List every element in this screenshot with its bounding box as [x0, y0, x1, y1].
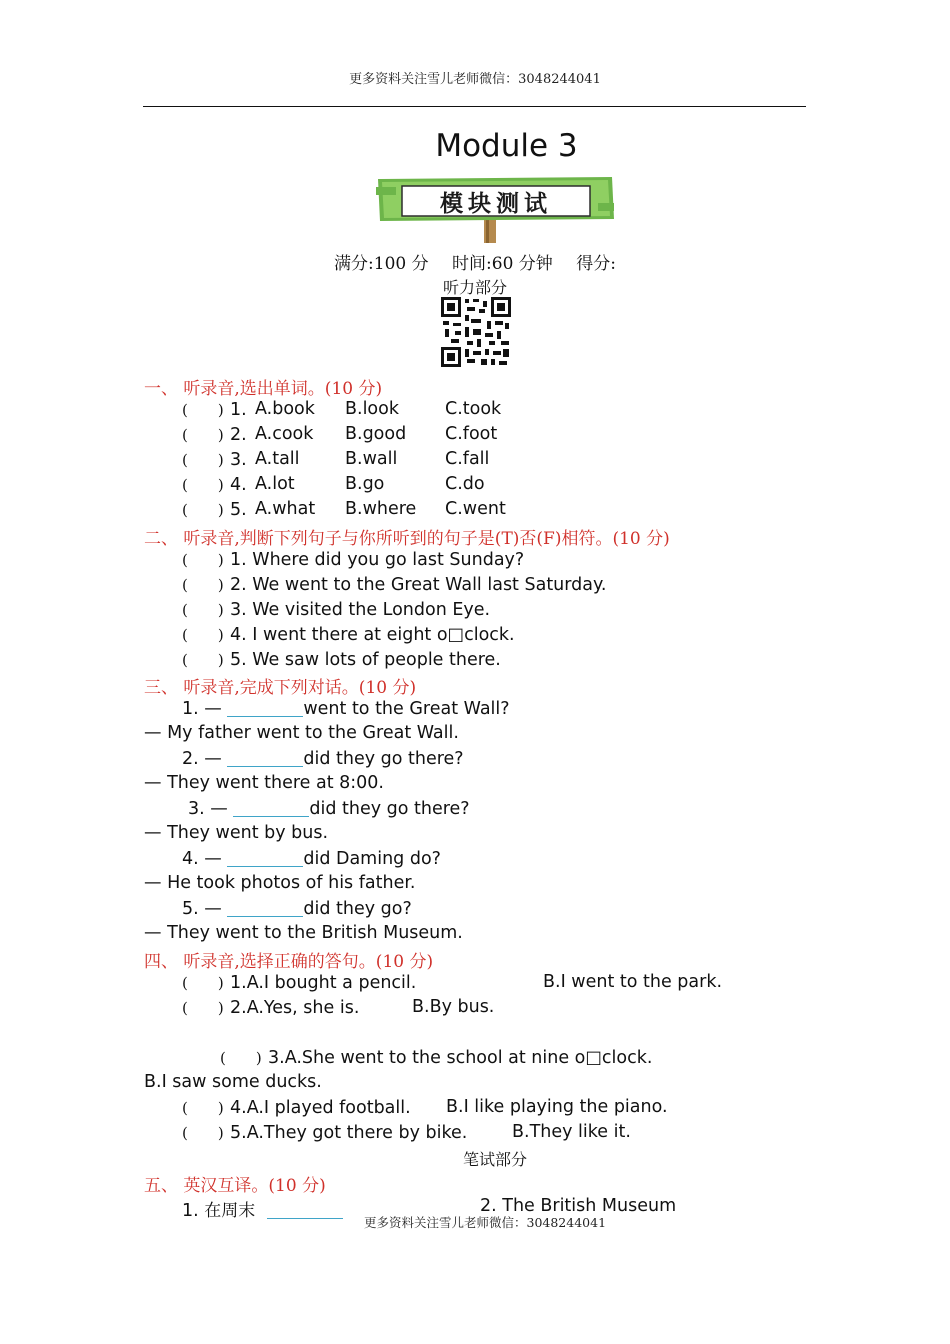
- item-number: 1.: [230, 400, 247, 420]
- option-c: C.fall: [445, 449, 490, 469]
- header-note: 更多资料关注雪儿老师微信：3048244041: [349, 72, 601, 87]
- item-number: 3.: [230, 450, 247, 470]
- item-number: 3.: [268, 1048, 285, 1068]
- listening-heading: 听力部分: [442, 278, 507, 297]
- footer-note: 更多资料关注雪儿老师微信：3048244041: [364, 1215, 607, 1230]
- option-b: B.good: [345, 424, 407, 444]
- s3-answer: — They went there at 8:00.: [144, 773, 384, 793]
- section-4-title: 四、 听录音,选择正确的答句。(10 分): [144, 952, 434, 972]
- s2-item: [182, 624, 515, 645]
- s5-item-1: [182, 1196, 343, 1221]
- sentence: 2. We went to the Great Wall last Saturday.: [230, 575, 607, 595]
- s2-item: [182, 649, 501, 670]
- q-prefix: 2. —: [182, 749, 222, 769]
- s3-answer: — My father went to the Great Wall.: [144, 723, 459, 743]
- s3-answer: — He took photos of his father.: [144, 873, 416, 893]
- qr-code: [441, 297, 511, 367]
- full-score: 满分:100 分: [334, 254, 429, 274]
- s1-item: [182, 474, 485, 495]
- s1-item: [182, 424, 498, 445]
- answer-paren[interactable]: ( ): [182, 974, 224, 992]
- item-number: 4.: [230, 475, 247, 495]
- score-line: [0, 249, 950, 274]
- q-prefix: 4. —: [182, 849, 222, 869]
- answer-paren[interactable]: ( ): [182, 626, 224, 644]
- q-text: did Daming do?: [303, 849, 441, 869]
- q-text: did they go there?: [303, 749, 464, 769]
- item-number: 2.: [230, 425, 247, 445]
- option-c: C.do: [445, 474, 485, 494]
- s2-item: [182, 549, 524, 570]
- answer-paren[interactable]: ( ): [182, 651, 224, 669]
- s3-answer: — They went to the British Museum.: [144, 923, 463, 943]
- page-title: Module 3: [435, 128, 578, 164]
- option-b: B.wall: [345, 449, 398, 469]
- s4-item: [182, 997, 495, 1018]
- item-number: 1.: [230, 973, 247, 993]
- option-a: A.cook: [255, 424, 314, 444]
- q-text: went to the Great Wall?: [303, 699, 510, 719]
- s2-item: [182, 574, 606, 595]
- qr-code-icon: [441, 297, 511, 367]
- q-text: did they go?: [303, 899, 412, 919]
- answer-paren[interactable]: ( ): [182, 999, 224, 1017]
- sentence: 1. Where did you go last Sunday?: [230, 550, 525, 570]
- score-got: 得分:: [576, 254, 616, 274]
- answer-paren[interactable]: ( ): [220, 1049, 262, 1067]
- header-rule: [143, 106, 806, 107]
- answer-paren[interactable]: ( ): [182, 426, 224, 444]
- s5-item-2: 2. The British Museum: [480, 1196, 677, 1216]
- option-b: B.I like playing the piano.: [446, 1097, 668, 1117]
- answer-paren[interactable]: ( ): [182, 451, 224, 469]
- option-a: A.Yes, she is.: [246, 998, 360, 1018]
- section-3-title: 三、 听录音,完成下列对话。(10 分): [144, 678, 417, 698]
- q-prefix: 1. —: [182, 699, 222, 719]
- option-b: B.By bus.: [412, 997, 495, 1017]
- option-a: A.She went to the school at nine o□clock.: [284, 1048, 653, 1068]
- fill-blank[interactable]: [267, 1200, 343, 1219]
- fill-blank[interactable]: [227, 698, 303, 717]
- s4-option-b-wrapped: B.I saw some ducks.: [144, 1072, 322, 1092]
- option-b: B.look: [345, 399, 399, 419]
- fill-blank[interactable]: [227, 898, 303, 917]
- option-a: A.lot: [255, 474, 295, 494]
- s4-item: [220, 1047, 652, 1068]
- section-2-title: 二、 听录音,判断下列句子与你所听到的句子是(T)否(F)相符。(10 分): [144, 529, 670, 549]
- answer-paren[interactable]: ( ): [182, 1099, 224, 1117]
- option-a: A.I bought a pencil.: [246, 973, 417, 993]
- answer-paren[interactable]: ( ): [182, 476, 224, 494]
- answer-paren[interactable]: ( ): [182, 576, 224, 594]
- banner-sign: [376, 173, 616, 245]
- s3-question: [188, 798, 470, 819]
- option-b: B.go: [345, 474, 385, 494]
- s3-question: [182, 898, 412, 919]
- s4-item: [182, 1122, 631, 1143]
- item-number: 2.: [230, 998, 247, 1018]
- option-c: C.foot: [445, 424, 498, 444]
- s1-item: [182, 499, 506, 520]
- s3-question: [182, 848, 441, 869]
- item-number: 1.: [182, 1201, 199, 1221]
- fill-blank[interactable]: [233, 798, 309, 817]
- q-text: did they go there?: [309, 799, 470, 819]
- s3-question: [182, 698, 510, 719]
- fill-blank[interactable]: [227, 848, 303, 867]
- s3-answer: — They went by bus.: [144, 823, 329, 843]
- option-a: A.book: [255, 399, 315, 419]
- chinese-phrase: 在周末: [204, 1201, 256, 1221]
- item-number: 5.: [230, 500, 247, 520]
- s2-item: [182, 599, 490, 620]
- time-limit: 时间:60 分钟: [452, 254, 553, 274]
- section-5-title: 五、 英汉互译。(10 分): [144, 1176, 326, 1196]
- banner-text: 模块测试: [440, 191, 552, 217]
- answer-paren[interactable]: ( ): [182, 501, 224, 519]
- sentence: 5. We saw lots of people there.: [230, 650, 501, 670]
- option-a: A.what: [255, 499, 316, 519]
- option-c: C.took: [445, 399, 502, 419]
- fill-blank[interactable]: [227, 748, 303, 767]
- option-a: A.tall: [255, 449, 300, 469]
- option-a: A.I played football.: [246, 1098, 411, 1118]
- q-prefix: 5. —: [182, 899, 222, 919]
- writing-heading: 笔试部分: [462, 1150, 527, 1169]
- s1-item: [182, 399, 502, 420]
- option-a: A.They got there by bike.: [246, 1123, 468, 1143]
- q-prefix: 3. —: [188, 799, 228, 819]
- item-number: 5.: [230, 1123, 247, 1143]
- option-c: C.went: [445, 499, 506, 519]
- answer-paren[interactable]: ( ): [182, 601, 224, 619]
- sentence: 4. I went there at eight o□clock.: [230, 625, 515, 645]
- item-number: 4.: [230, 1098, 247, 1118]
- s3-question: [182, 748, 464, 769]
- option-b: B.I went to the park.: [543, 972, 723, 992]
- answer-paren[interactable]: ( ): [182, 401, 224, 419]
- s1-item: [182, 449, 490, 470]
- answer-paren[interactable]: ( ): [182, 551, 224, 569]
- answer-paren[interactable]: ( ): [182, 1124, 224, 1142]
- s4-item: [182, 972, 723, 993]
- option-b: B.where: [345, 499, 417, 519]
- sentence: 3. We visited the London Eye.: [230, 600, 491, 620]
- s4-item: [182, 1097, 668, 1118]
- option-b: B.They like it.: [512, 1122, 631, 1142]
- section-1-title: 一、 听录音,选出单词。(10 分): [144, 379, 383, 399]
